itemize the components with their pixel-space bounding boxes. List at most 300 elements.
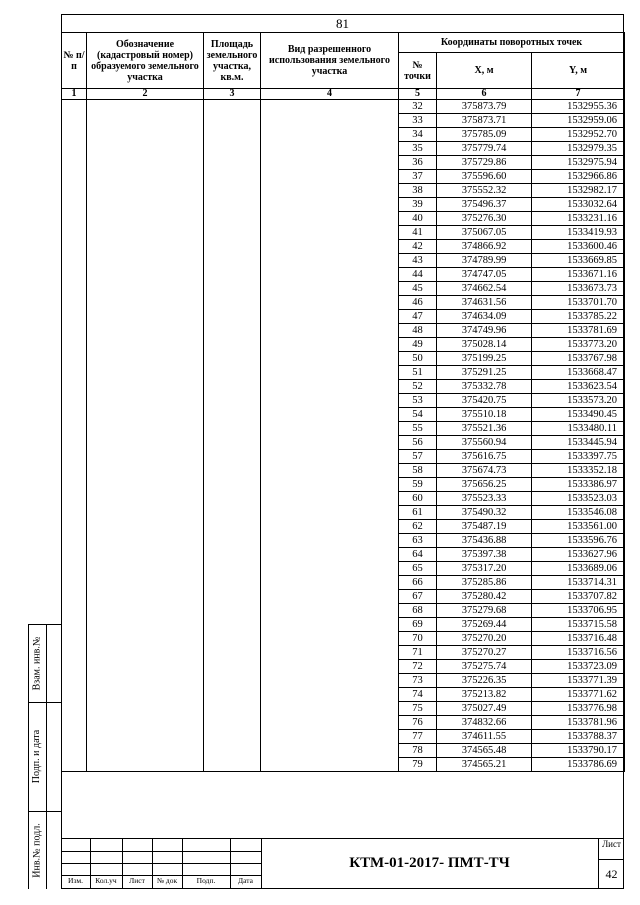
point-number-cell: 75 — [399, 702, 437, 716]
y-coordinate-cell: 1533771.39 — [532, 674, 625, 688]
empty-cell — [261, 730, 399, 744]
point-number-cell: 58 — [399, 464, 437, 478]
empty-cell — [62, 114, 87, 128]
stamp-label-inventory: Инв.№ подл. — [31, 822, 43, 878]
y-coordinate-cell: 1533032.64 — [532, 198, 625, 212]
table-row — [62, 408, 625, 422]
table-row — [62, 282, 625, 296]
table-row — [62, 268, 625, 282]
empty-cell — [87, 254, 204, 268]
empty-cell — [62, 338, 87, 352]
empty-cell — [87, 534, 204, 548]
empty-cell — [62, 240, 87, 254]
y-coordinate-cell: 1533627.96 — [532, 548, 625, 562]
point-number-cell: 54 — [399, 408, 437, 422]
point-number-cell: 71 — [399, 646, 437, 660]
empty-cell — [261, 478, 399, 492]
empty-cell — [261, 310, 399, 324]
empty-cell — [87, 590, 204, 604]
x-coordinate-cell: 374749.96 — [437, 324, 532, 338]
point-number-cell: 59 — [399, 478, 437, 492]
empty-cell — [204, 618, 261, 632]
empty-cell — [204, 716, 261, 730]
empty-cell — [62, 310, 87, 324]
y-coordinate-cell: 1533673.73 — [532, 282, 625, 296]
point-number-cell: 68 — [399, 604, 437, 618]
point-number-cell: 62 — [399, 520, 437, 534]
empty-cell — [261, 100, 399, 114]
empty-cell — [204, 296, 261, 310]
x-coordinate-cell: 375317.20 — [437, 562, 532, 576]
y-coordinate-cell: 1533714.31 — [532, 576, 625, 590]
point-number-cell: 44 — [399, 268, 437, 282]
empty-cell — [261, 464, 399, 478]
table-row — [62, 548, 625, 562]
empty-cell — [62, 282, 87, 296]
title-block-line — [61, 863, 261, 864]
y-coordinate-cell: 1533573.20 — [532, 394, 625, 408]
x-coordinate-cell: 375873.71 — [437, 114, 532, 128]
y-coordinate-cell: 1532952.70 — [532, 128, 625, 142]
x-coordinate-cell: 375279.68 — [437, 604, 532, 618]
empty-cell — [204, 422, 261, 436]
empty-cell — [204, 394, 261, 408]
empty-cell — [62, 128, 87, 142]
empty-cell — [261, 758, 399, 772]
empty-cell — [261, 142, 399, 156]
empty-cell — [87, 548, 204, 562]
empty-cell — [62, 366, 87, 380]
empty-cell — [87, 576, 204, 590]
y-coordinate-cell: 1533490.45 — [532, 408, 625, 422]
empty-cell — [261, 450, 399, 464]
table-row — [62, 604, 625, 618]
empty-cell — [62, 212, 87, 226]
empty-cell — [87, 240, 204, 254]
y-coordinate-cell: 1533671.16 — [532, 268, 625, 282]
empty-cell — [62, 352, 87, 366]
point-number-cell: 63 — [399, 534, 437, 548]
empty-cell — [261, 156, 399, 170]
x-coordinate-cell: 375213.82 — [437, 688, 532, 702]
empty-cell — [62, 170, 87, 184]
empty-cell — [204, 338, 261, 352]
empty-cell — [62, 450, 87, 464]
x-coordinate-cell: 375496.37 — [437, 198, 532, 212]
y-coordinate-cell: 1533668.47 — [532, 366, 625, 380]
y-coordinate-cell: 1533716.48 — [532, 632, 625, 646]
point-number-cell: 61 — [399, 506, 437, 520]
header-designation: Обозначение (кадастровый номер) образуемого земельного участка — [87, 33, 204, 89]
coordinates-table — [61, 32, 625, 772]
empty-cell — [62, 758, 87, 772]
x-coordinate-cell: 374634.09 — [437, 310, 532, 324]
table-row — [62, 744, 625, 758]
empty-cell — [87, 450, 204, 464]
empty-cell — [261, 184, 399, 198]
table-row — [62, 660, 625, 674]
y-coordinate-cell: 1533781.69 — [532, 324, 625, 338]
empty-cell — [261, 226, 399, 240]
empty-cell — [87, 338, 204, 352]
empty-cell — [204, 674, 261, 688]
empty-cell — [87, 170, 204, 184]
caption-count: Кол.уч — [95, 876, 117, 885]
x-coordinate-cell: 375067.05 — [437, 226, 532, 240]
y-coordinate-cell: 1532966.86 — [532, 170, 625, 184]
point-number-cell: 45 — [399, 282, 437, 296]
table-body — [62, 89, 625, 772]
table-row — [62, 702, 625, 716]
empty-cell — [261, 422, 399, 436]
table-row — [62, 142, 625, 156]
y-coordinate-cell: 1533623.54 — [532, 380, 625, 394]
header-area: Площадь земельного участка, кв.м. — [204, 33, 261, 89]
empty-cell — [261, 548, 399, 562]
empty-cell — [62, 562, 87, 576]
empty-cell — [261, 212, 399, 226]
x-coordinate-cell: 374866.92 — [437, 240, 532, 254]
empty-cell — [204, 380, 261, 394]
x-coordinate-cell: 375779.74 — [437, 142, 532, 156]
table-row — [62, 464, 625, 478]
column-number-row — [62, 89, 625, 100]
table-row — [62, 338, 625, 352]
empty-cell — [62, 688, 87, 702]
empty-cell — [62, 548, 87, 562]
caption-date: Дата — [238, 876, 253, 885]
y-coordinate-cell: 1532975.94 — [532, 156, 625, 170]
empty-cell — [87, 520, 204, 534]
empty-cell — [204, 702, 261, 716]
empty-cell — [261, 296, 399, 310]
empty-cell — [87, 296, 204, 310]
empty-cell — [204, 464, 261, 478]
caption-change: Изм. — [68, 876, 83, 885]
x-coordinate-cell: 375560.94 — [437, 436, 532, 450]
empty-cell — [62, 590, 87, 604]
table-row — [62, 730, 625, 744]
table-row — [62, 436, 625, 450]
empty-cell — [261, 324, 399, 338]
empty-cell — [204, 324, 261, 338]
empty-cell — [261, 506, 399, 520]
empty-cell — [204, 576, 261, 590]
table-row — [62, 128, 625, 142]
empty-cell — [204, 660, 261, 674]
y-coordinate-cell: 1533352.18 — [532, 464, 625, 478]
empty-cell — [62, 646, 87, 660]
empty-cell — [62, 226, 87, 240]
empty-cell — [204, 268, 261, 282]
empty-cell — [62, 660, 87, 674]
empty-cell — [261, 114, 399, 128]
empty-cell — [87, 688, 204, 702]
y-coordinate-cell: 1533600.46 — [532, 240, 625, 254]
empty-cell — [87, 114, 204, 128]
empty-cell — [62, 408, 87, 422]
empty-cell — [261, 632, 399, 646]
point-number-cell: 36 — [399, 156, 437, 170]
empty-cell — [62, 156, 87, 170]
x-coordinate-cell: 374662.54 — [437, 282, 532, 296]
table-row — [62, 716, 625, 730]
empty-cell — [204, 562, 261, 576]
table-row — [62, 758, 625, 772]
empty-cell — [261, 128, 399, 142]
empty-cell — [261, 618, 399, 632]
empty-cell — [62, 436, 87, 450]
y-coordinate-cell: 1533419.93 — [532, 226, 625, 240]
point-number-cell: 32 — [399, 100, 437, 114]
table-row — [62, 198, 625, 212]
y-coordinate-cell: 1533707.82 — [532, 590, 625, 604]
header-number: № п/п — [62, 33, 87, 89]
table-row — [62, 450, 625, 464]
empty-cell — [261, 660, 399, 674]
point-number-cell: 39 — [399, 198, 437, 212]
y-coordinate-cell: 1533716.56 — [532, 646, 625, 660]
x-coordinate-cell: 375276.30 — [437, 212, 532, 226]
x-coordinate-cell: 375523.33 — [437, 492, 532, 506]
empty-cell — [62, 324, 87, 338]
empty-cell — [204, 128, 261, 142]
col-number: 7 — [532, 89, 625, 100]
x-coordinate-cell: 375420.75 — [437, 394, 532, 408]
y-coordinate-cell: 1533561.00 — [532, 520, 625, 534]
empty-cell — [261, 520, 399, 534]
point-number-cell: 60 — [399, 492, 437, 506]
empty-cell — [87, 506, 204, 520]
y-coordinate-cell: 1533689.06 — [532, 562, 625, 576]
point-number-cell: 49 — [399, 338, 437, 352]
header-point-number: № точки — [399, 53, 437, 89]
table-row — [62, 184, 625, 198]
point-number-cell: 34 — [399, 128, 437, 142]
empty-cell — [87, 702, 204, 716]
point-number-cell: 78 — [399, 744, 437, 758]
stamp-label-replace: Взам. инв.№ — [31, 636, 43, 690]
empty-cell — [261, 534, 399, 548]
empty-cell — [87, 618, 204, 632]
empty-cell — [87, 660, 204, 674]
empty-cell — [204, 212, 261, 226]
empty-cell — [62, 730, 87, 744]
table-row — [62, 240, 625, 254]
stamp-label-sign-date: Подп. и дата — [31, 729, 43, 784]
empty-cell — [261, 576, 399, 590]
empty-cell — [261, 394, 399, 408]
x-coordinate-cell: 375510.18 — [437, 408, 532, 422]
point-number-cell: 52 — [399, 380, 437, 394]
empty-cell — [62, 184, 87, 198]
point-number-cell: 53 — [399, 394, 437, 408]
x-coordinate-cell: 374832.66 — [437, 716, 532, 730]
y-coordinate-cell: 1533790.17 — [532, 744, 625, 758]
empty-cell — [204, 604, 261, 618]
x-coordinate-cell: 375280.42 — [437, 590, 532, 604]
empty-cell — [204, 436, 261, 450]
empty-cell — [261, 408, 399, 422]
x-coordinate-cell: 374789.99 — [437, 254, 532, 268]
point-number-cell: 35 — [399, 142, 437, 156]
empty-cell — [62, 716, 87, 730]
header-y: Y, м — [532, 53, 625, 89]
point-number-cell: 38 — [399, 184, 437, 198]
table-row — [62, 674, 625, 688]
col-number: 2 — [87, 89, 204, 100]
x-coordinate-cell: 374747.05 — [437, 268, 532, 282]
x-coordinate-cell: 374565.21 — [437, 758, 532, 772]
empty-cell — [87, 352, 204, 366]
empty-cell — [87, 632, 204, 646]
caption-signature: Подп. — [196, 876, 216, 885]
empty-cell — [62, 254, 87, 268]
empty-cell — [87, 366, 204, 380]
empty-cell — [62, 534, 87, 548]
empty-cell — [261, 338, 399, 352]
empty-cell — [87, 758, 204, 772]
y-coordinate-cell: 1533788.37 — [532, 730, 625, 744]
empty-cell — [204, 478, 261, 492]
y-coordinate-cell: 1533596.76 — [532, 534, 625, 548]
empty-cell — [62, 380, 87, 394]
point-number-cell: 55 — [399, 422, 437, 436]
empty-cell — [204, 506, 261, 520]
header-usage: Вид разрешенного использования земельного участка — [261, 33, 399, 89]
x-coordinate-cell: 375596.60 — [437, 170, 532, 184]
y-coordinate-cell: 1533771.62 — [532, 688, 625, 702]
y-coordinate-cell: 1533706.95 — [532, 604, 625, 618]
table-row — [62, 618, 625, 632]
col-number: 4 — [261, 89, 399, 100]
point-number-cell: 79 — [399, 758, 437, 772]
table-row — [62, 310, 625, 324]
empty-cell — [87, 184, 204, 198]
point-number-cell: 67 — [399, 590, 437, 604]
y-coordinate-cell: 1533397.75 — [532, 450, 625, 464]
empty-cell — [261, 604, 399, 618]
point-number-cell: 43 — [399, 254, 437, 268]
x-coordinate-cell: 375487.19 — [437, 520, 532, 534]
table-row — [62, 506, 625, 520]
x-coordinate-cell: 375873.79 — [437, 100, 532, 114]
y-coordinate-cell: 1533480.11 — [532, 422, 625, 436]
empty-cell — [261, 240, 399, 254]
empty-cell — [87, 604, 204, 618]
table-row — [62, 156, 625, 170]
table-row — [62, 324, 625, 338]
title-block — [61, 838, 624, 889]
empty-cell — [204, 170, 261, 184]
empty-cell — [87, 282, 204, 296]
x-coordinate-cell: 375397.38 — [437, 548, 532, 562]
x-coordinate-cell: 374631.56 — [437, 296, 532, 310]
x-coordinate-cell: 375656.25 — [437, 478, 532, 492]
x-coordinate-cell: 375275.74 — [437, 660, 532, 674]
empty-cell — [261, 436, 399, 450]
empty-cell — [204, 310, 261, 324]
empty-cell — [87, 562, 204, 576]
empty-cell — [204, 492, 261, 506]
col-number: 6 — [437, 89, 532, 100]
point-number-cell: 57 — [399, 450, 437, 464]
empty-cell — [261, 716, 399, 730]
table-row — [62, 226, 625, 240]
y-coordinate-cell: 1533773.20 — [532, 338, 625, 352]
empty-cell — [204, 366, 261, 380]
x-coordinate-cell: 375199.25 — [437, 352, 532, 366]
y-coordinate-cell: 1533701.70 — [532, 296, 625, 310]
empty-cell — [261, 380, 399, 394]
y-coordinate-cell: 1532982.17 — [532, 184, 625, 198]
page-number: 81 — [336, 16, 349, 31]
empty-cell — [87, 492, 204, 506]
empty-cell — [204, 534, 261, 548]
table-row — [62, 212, 625, 226]
table-row — [62, 422, 625, 436]
empty-cell — [261, 562, 399, 576]
empty-cell — [204, 632, 261, 646]
table-row — [62, 492, 625, 506]
point-number-cell: 48 — [399, 324, 437, 338]
empty-cell — [87, 128, 204, 142]
point-number-cell: 37 — [399, 170, 437, 184]
x-coordinate-cell: 375521.36 — [437, 422, 532, 436]
empty-cell — [87, 226, 204, 240]
point-number-cell: 50 — [399, 352, 437, 366]
empty-cell — [62, 744, 87, 758]
y-coordinate-cell: 1533386.97 — [532, 478, 625, 492]
table-row — [62, 352, 625, 366]
point-number-cell: 33 — [399, 114, 437, 128]
col-number: 5 — [399, 89, 437, 100]
x-coordinate-cell: 375226.35 — [437, 674, 532, 688]
empty-cell — [261, 646, 399, 660]
empty-cell — [87, 478, 204, 492]
x-coordinate-cell: 375785.09 — [437, 128, 532, 142]
empty-cell — [87, 394, 204, 408]
y-coordinate-cell: 1533767.98 — [532, 352, 625, 366]
empty-cell — [261, 674, 399, 688]
empty-cell — [261, 198, 399, 212]
table-row — [62, 688, 625, 702]
empty-cell — [261, 688, 399, 702]
y-coordinate-cell: 1533445.94 — [532, 436, 625, 450]
empty-cell — [87, 716, 204, 730]
point-number-cell: 74 — [399, 688, 437, 702]
empty-cell — [87, 324, 204, 338]
caption-doc-number: № док — [156, 876, 178, 885]
point-number-cell: 76 — [399, 716, 437, 730]
empty-cell — [87, 646, 204, 660]
x-coordinate-cell: 374611.55 — [437, 730, 532, 744]
empty-cell — [62, 422, 87, 436]
table-row — [62, 394, 625, 408]
empty-cell — [62, 632, 87, 646]
header-x: X, м — [437, 53, 532, 89]
empty-cell — [62, 702, 87, 716]
empty-cell — [261, 492, 399, 506]
x-coordinate-cell: 375270.27 — [437, 646, 532, 660]
point-number-cell: 47 — [399, 310, 437, 324]
table-row — [62, 534, 625, 548]
empty-cell — [62, 268, 87, 282]
point-number-cell: 56 — [399, 436, 437, 450]
empty-cell — [261, 366, 399, 380]
empty-cell — [62, 296, 87, 310]
y-coordinate-cell: 1533786.69 — [532, 758, 625, 772]
